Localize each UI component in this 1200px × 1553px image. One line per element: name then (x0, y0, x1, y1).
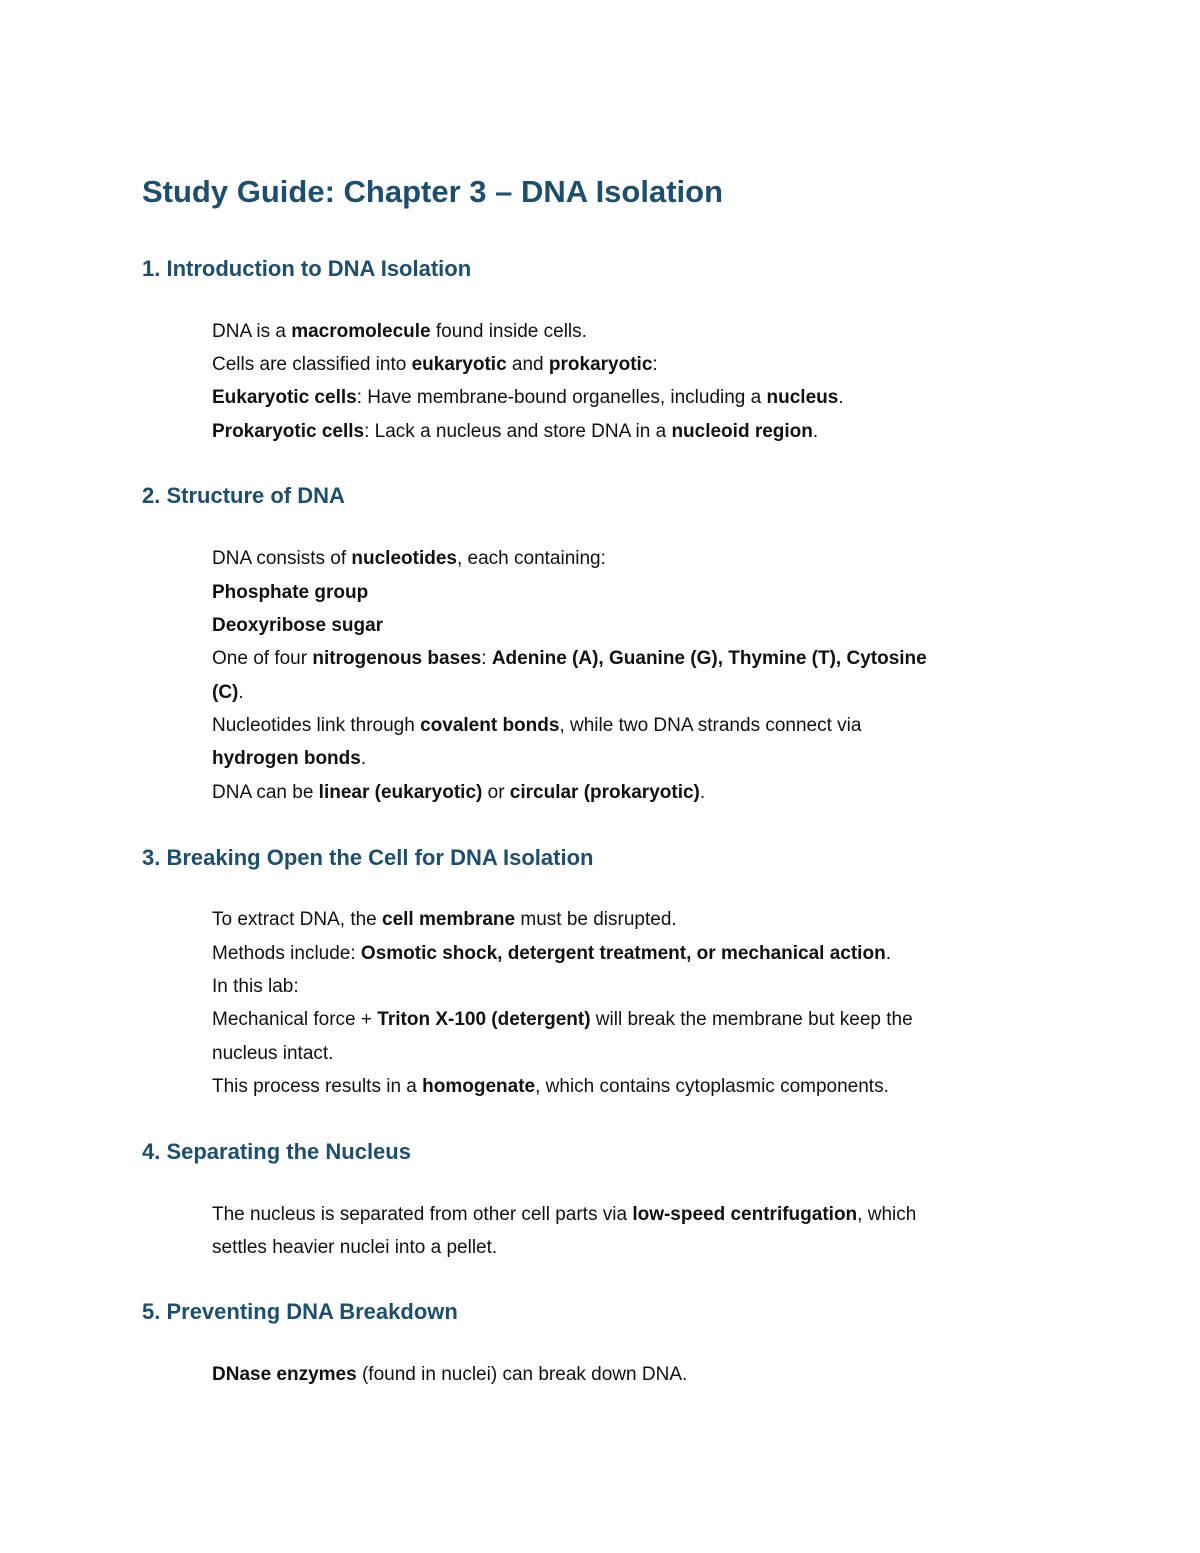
section-heading: 2. Structure of DNA (142, 483, 345, 508)
body-line: Nucleotides link through covalent bonds, while two DNA strands connect via (212, 715, 862, 736)
body-line: To extract DNA, the cell membrane must be disrupted. (212, 909, 677, 930)
body-line: DNA is a macromolecule found inside cells. (212, 321, 587, 342)
section-heading: 1. Introduction to DNA Isolation (142, 256, 472, 281)
body-line: Methods include: Osmotic shock, detergent treatment, or mechanical action. (212, 943, 891, 964)
body-line: Phosphate group (212, 582, 369, 603)
body-line: One of four nitrogenous bases: Adenine (A), Guanine (G), Thymine (T), Cytosine (212, 648, 927, 669)
body-line: hydrogen bonds. (212, 748, 367, 769)
body-line: Deoxyribose sugar (212, 615, 384, 636)
body-line: The nucleus is separated from other cell parts via low-speed centrifugation, which (212, 1204, 917, 1225)
body-line: Eukaryotic cells: Have membrane-bound organelles, including a nucleus. (212, 387, 844, 408)
page-title: Study Guide: Chapter 3 – DNA Isolation (142, 174, 724, 209)
section-heading: 3. Breaking Open the Cell for DNA Isolation (142, 845, 594, 870)
body-line: nucleus intact. (212, 1043, 334, 1064)
body-line: DNase enzymes (found in nuclei) can break down DNA. (212, 1364, 688, 1385)
body-line: Prokaryotic cells: Lack a nucleus and store DNA in a nucleoid region. (212, 421, 819, 442)
body-line: DNA can be linear (eukaryotic) or circular (prokaryotic). (212, 782, 706, 803)
body-line: Cells are classified into eukaryotic and prokaryotic: (212, 354, 658, 375)
body-line: (C). (212, 682, 244, 703)
body-line: This process results in a homogenate, which contains cytoplasmic components. (212, 1076, 889, 1097)
section-heading: 4. Separating the Nucleus (142, 1139, 411, 1164)
body-line: In this lab: (212, 976, 299, 997)
body-line: DNA consists of nucleotides, each containing: (212, 548, 606, 569)
body-line: Mechanical force + Triton X-100 (detergent) will break the membrane but keep the (212, 1009, 913, 1030)
section-heading: 5. Preventing DNA Breakdown (142, 1299, 458, 1324)
body-line: settles heavier nuclei into a pellet. (212, 1237, 498, 1258)
